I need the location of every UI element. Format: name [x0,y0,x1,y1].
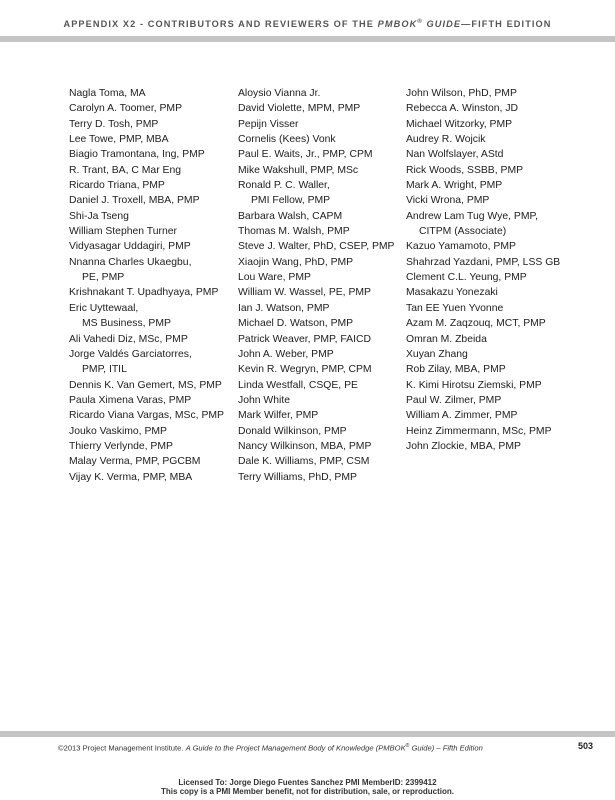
contributor-name: Krishnakant T. Upadhyaya, PMP [69,287,219,299]
contributor-entry [69,347,244,378]
contributors-column-1 [69,86,244,485]
contributor-name: Tan EE Yuen Yvonne [406,302,504,314]
contributor-entry [406,239,581,254]
footer-title: A Guide to the Project Management Body of Knowledge (PMBOK [185,743,406,753]
license-line-2: This copy is a PMI Member benefit, not for distribution, sale, or reproduction. [161,787,454,796]
contributor-name: Audrey R. Wojcik [406,134,486,146]
contributor-name: K. Kimi Hirotsu Ziemski, PMP [406,379,542,391]
footer-title-end: Guide) – Fifth Edition [409,743,483,753]
header-registered-mark: ® [417,19,423,25]
contributor-entry [69,224,244,239]
contributor-entry [238,424,413,439]
contributor-entry [69,439,244,454]
contributor-entry [406,393,581,408]
contributor-name: Nan Wolfslayer, AStd [406,149,504,161]
contributor-name: Thierry Verlynde, PMP [69,440,173,452]
contributor-name: Steve J. Walter, PhD, CSEP, PMP [238,241,395,253]
contributor-entry [238,378,413,393]
contributor-name: Carolyn A. Toomer, PMP [69,103,182,115]
footer-registered-mark: ® [405,743,410,749]
contributor-entry [238,147,413,162]
contributor-name: Paul W. Zilmer, PMP [406,394,502,406]
contributor-name: Terry Williams, PhD, PMP [238,471,357,483]
contributor-entry [406,193,581,208]
contributor-entry [406,163,581,178]
contributor-entry [69,239,244,254]
contributor-name: Vijay K. Verma, PMP, MBA [69,471,193,483]
contributor-entry [406,147,581,162]
contributor-name: Biagio Tramontana, Ing, PMP [69,149,205,161]
contributor-name: Michael D. Watson, PMP [238,318,354,330]
contributor-name: Azam M. Zaqzouq, MCT, PMP [406,318,546,330]
contributor-entry [69,178,244,193]
contributor-name: Jouko Vaskimo, PMP [69,425,167,437]
contributor-entry [406,101,581,116]
contributor-name: Patrick Weaver, PMP, FAICD [238,333,372,345]
contributor-entry [406,362,581,377]
contributor-entry [238,393,413,408]
contributor-entry [238,86,413,101]
contributor-name: Eric Uyttewaal, [69,302,139,314]
contributor-name: Clement C.L. Yeung, PMP [406,272,527,284]
contributor-name: Cornelis (Kees) Vonk [238,134,336,146]
contributor-entry [238,239,413,254]
contributor-entry [69,332,244,347]
contributor-name: Terry D. Tosh, PMP [69,118,159,130]
header-italic: PMBOK [377,19,418,30]
contributor-entry [406,439,581,454]
footer-rule [0,731,615,737]
contributor-name: Nancy Wilkinson, MBA, PMP [238,440,372,452]
contributor-name: Daniel J. Troxell, MBA, PMP [69,195,200,207]
contributor-entry [238,285,413,300]
contributor-name: Shahrzad Yazdani, PMP, LSS GB [406,256,561,268]
contributor-entry [406,347,581,362]
contributor-credentials-continued: PE, PMP [82,272,125,284]
contributor-name: Paula Ximena Varas, PMP [69,394,192,406]
contributor-entry [69,454,244,469]
page-number: 503 [577,741,593,751]
contributor-entry [238,270,413,285]
contributor-entry [238,209,413,224]
contributor-name: Rob Zilay, MBA, PMP [406,364,506,376]
contributor-entry [238,454,413,469]
contributor-entry [238,224,413,239]
contributor-name: R. Trant, BA, C Mar Eng [69,164,182,176]
page-header [0,0,615,44]
contributor-entry [69,378,244,393]
contributor-credentials-continued: PMI Fellow, PMP [251,195,331,207]
contributor-name: Dale K. Williams, PMP, CSM [238,456,370,468]
contributors-column-2 [238,86,413,485]
contributor-name: Omran M. Zbeida [406,333,487,345]
contributor-name: William A. Zimmer, PMP [406,410,518,422]
contributor-name: Rebecca A. Winston, JD [406,103,519,115]
contributor-entry [69,163,244,178]
contributor-entry [238,117,413,132]
contributor-entry [406,316,581,331]
contributor-name: Xiaojin Wang, PhD, PMP [238,256,354,268]
header-rule [0,36,615,42]
contributor-name: Kazuo Yamamoto, PMP [406,241,516,253]
contributor-entry [69,147,244,162]
contributor-name: Kevin R. Wegryn, PMP, CPM [238,364,372,376]
contributor-entry [406,132,581,147]
contributor-entry [69,393,244,408]
contributor-name: Aloysio Vianna Jr. [238,88,321,99]
contributor-name: Lou Ware, PMP [238,272,311,284]
contributor-entry [238,163,413,178]
contributor-entry [69,285,244,300]
contributor-name: Ricardo Triana, PMP [69,180,165,192]
contributor-name: Dennis K. Van Gemert, MS, PMP [69,379,222,391]
contributor-name: Mark Wilfer, PMP [238,410,319,422]
contributor-name: Heinz Zimmermann, MSc, PMP [406,425,552,437]
contributor-entry [69,470,244,485]
contributor-name: Masakazu Yonezaki [406,287,498,299]
contributor-entry [238,362,413,377]
header-suffix: —FIFTH EDITION [461,19,552,30]
contributor-entry [406,86,581,101]
license-notice [0,778,615,796]
contributor-name: Mark A. Wright, PMP [406,180,503,192]
contributor-name: Ronald P. C. Waller, [238,180,330,192]
contributor-credentials-continued: PMP, ITIL [82,364,127,376]
contributor-entry [69,132,244,147]
contributor-name: Thomas M. Walsh, PMP [238,226,350,238]
contributor-name: John A. Weber, PMP [238,348,334,360]
running-header [0,19,615,29]
contributor-entry [406,378,581,393]
contributor-entry [406,424,581,439]
contributor-name: Mike Wakshull, PMP, MSc [238,164,359,176]
contributor-entry [238,132,413,147]
contributor-name: Barbara Walsh, CAPM [238,210,343,222]
contributor-entry [238,332,413,347]
contributor-name: Pepijn Visser [238,118,299,130]
contributor-entry [406,301,581,316]
contributor-name: Xuyan Zhang [406,348,468,360]
contributor-entry [69,101,244,116]
contributor-entry [406,255,581,270]
contributor-entry [69,209,244,224]
contributor-entry [406,408,581,423]
contributor-name: David Violette, MPM, PMP [238,103,361,115]
contributor-entry [406,332,581,347]
contributor-name: Ricardo Viana Vargas, MSc, PMP [69,410,224,422]
contributor-entry [238,101,413,116]
license-line-1: Licensed To: Jorge Diego Fuentes Sanchez PMI MemberID: 2399412 [178,778,437,787]
contributor-name: William W. Wassel, PE, PMP [238,287,371,299]
contributor-name: John Zlockie, MBA, PMP [406,440,521,452]
footer-copyright: ©2013 Project Management Institute. [58,743,186,753]
contributor-entry [406,209,581,240]
contributor-entry [238,301,413,316]
contributor-name: Malay Verma, PMP, PGCBM [69,456,201,468]
contributor-entry [238,316,413,331]
header-prefix: APPENDIX X2 - CONTRIBUTORS AND REVIEWERS OF THE [63,19,378,30]
contributor-name: Shi-Ja Tseng [69,210,129,222]
contributor-entry [238,439,413,454]
contributor-entry [69,193,244,208]
contributor-entry [69,86,244,101]
contributor-name: Andrew Lam Tug Wye, PMP, [406,210,538,222]
contributor-entry [238,470,413,485]
footer-citation [58,743,483,753]
contributor-name: Vicki Wrona, PMP [406,195,490,207]
contributor-entry [406,117,581,132]
header-italic-guide: GUIDE [422,19,462,30]
contributors-column-3 [406,86,581,454]
contributor-entry [238,255,413,270]
contributor-entry [69,424,244,439]
contributor-entry [238,178,413,209]
contributor-entry [69,117,244,132]
contributor-name: Ali Vahedi Diz, MSc, PMP [69,333,188,345]
contributor-name: Jorge Valdés Garciatorres, [69,348,192,360]
contributor-name: Rick Woods, SSBB, PMP [406,164,524,176]
contributor-name: Donald Wilkinson, PMP [238,425,347,437]
contributor-name: John White [238,394,290,406]
contributor-name: William Stephen Turner [69,226,177,238]
contributor-entry [406,285,581,300]
contributor-credentials-continued: CITPM (Associate) [419,226,507,238]
contributor-name: Paul E. Waits, Jr., PMP, CPM [238,149,373,161]
contributor-name: Nnanna Charles Ukaegbu, [69,256,192,268]
contributor-entry [406,178,581,193]
contributor-name: Michael Witzorky, PMP [406,118,513,130]
contributor-entry [238,347,413,362]
contributor-entry [238,408,413,423]
contributor-entry [69,408,244,423]
contributor-name: Nagla Toma, MA [69,88,146,99]
contributor-name: Linda Westfall, CSQE, PE [238,379,358,391]
contributor-name: John Wilson, PhD, PMP [406,88,517,99]
contributor-credentials-continued: MS Business, PMP [82,318,171,330]
contributor-name: Ian J. Watson, PMP [238,302,330,314]
contributor-entry [69,301,244,332]
contributor-entry [69,255,244,286]
contributor-entry [406,270,581,285]
contributor-name: Vidyasagar Uddagiri, PMP [69,241,191,253]
contributor-name: Lee Towe, PMP, MBA [69,134,169,146]
